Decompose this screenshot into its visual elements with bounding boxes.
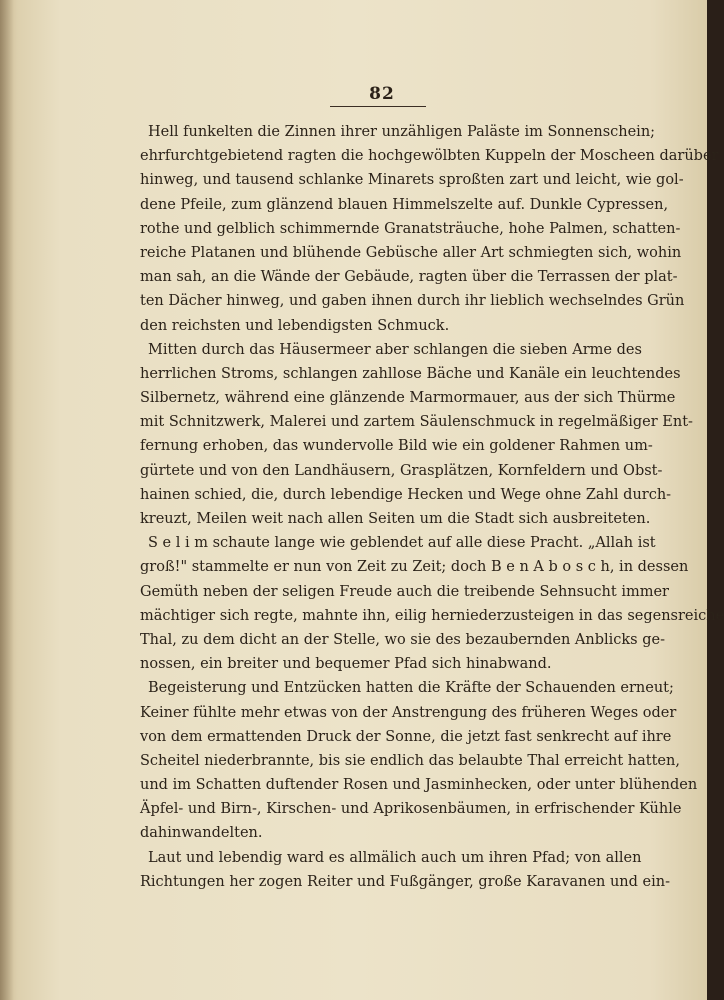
text-line: hinweg, und tausend schlanke Minarets sproßten zart und leicht, wie gol-	[140, 172, 684, 189]
text-line: dahinwandelten.	[140, 825, 263, 842]
text-line: den reichsten und lebendigsten Schmuck.	[140, 317, 450, 334]
text-line: Äpfel- und Birn-, Kirschen- und Aprikosenbäumen, in erfrischender Kühle	[140, 801, 682, 818]
text-line: ten Dächer hinweg, und gaben ihnen durch ihr lieblich wechselndes Grün	[140, 293, 685, 310]
text-line: dene Pfeile, zum glänzend blauen Himmelszelte auf. Dunkle Cypressen,	[140, 196, 669, 213]
text-line: Laut und lebendig ward es allmälich auch um ihren Pfad; von allen	[148, 849, 642, 866]
text-line: man sah, an die Wände der Gebäude, ragten über die Terrassen der plat-	[140, 269, 678, 286]
text-line: mächtiger sich regte, mahnte ihn, eilig herniederzusteigen in das segensreiche	[140, 607, 724, 624]
text-line: S e l i m schaute lange wie geblendet auf alle diese Pracht. „Allah ist	[148, 535, 656, 552]
text-line: Gemüth neben der seligen Freude auch die treibende Sehnsucht immer	[140, 583, 669, 600]
text-line: Keiner fühlte mehr etwas von der Anstrengung des früheren Weges oder	[140, 704, 677, 721]
text-line: Begeisterung und Entzücken hatten die Kräfte der Schauenden erneut;	[148, 680, 674, 697]
page-number-rule	[330, 106, 426, 107]
body-text	[140, 120, 724, 894]
text-line: Scheitel niederbrannte, bis sie endlich das belaubte Thal erreicht hatten,	[140, 752, 680, 769]
text-line: mit Schnitzwerk, Malerei und zartem Säulenschmuck in regelmäßiger Ent-	[140, 414, 693, 431]
text-line: groß!" stammelte er nun von Zeit zu Zeit; doch B e n A b o s c h, in dessen	[140, 559, 689, 576]
text-line: nossen, ein breiter und bequemer Pfad sich hinabwand.	[140, 656, 552, 673]
text-line: Richtungen her zogen Reiter und Fußgänger, große Karavanen und ein-	[140, 873, 670, 890]
text-line: reiche Platanen und blühende Gebüsche aller Art schmiegten sich, wohin	[140, 244, 682, 261]
text-line: Hell funkelten die Zinnen ihrer unzähligen Paläste im Sonnenschein;	[148, 124, 656, 140]
text-line: hainen schied, die, durch lebendige Hecken und Wege ohne Zahl durch-	[140, 486, 672, 503]
text-line: ehrfurchtgebietend ragten die hochgewölbten Kuppeln der Moscheen darüber	[140, 148, 719, 165]
text-line: Thal, zu dem dicht an der Stelle, wo sie des bezaubernden Anblicks ge-	[140, 631, 665, 648]
text-line: Mitten durch das Häusermeer aber schlangen die sieben Arme des	[148, 341, 642, 358]
text-line: von dem ermattenden Druck der Sonne, die jetzt fast senkrecht auf ihre	[140, 728, 672, 745]
text-line: und im Schatten duftender Rosen und Jasminhecken, oder unter blühenden	[140, 777, 698, 794]
page-number: 82	[369, 84, 395, 104]
text-line: gürtete und von den Landhäusern, Grasplätzen, Kornfeldern und Obst-	[140, 462, 663, 479]
text-line: rothe und gelblich schimmernde Granatsträuche, hohe Palmen, schatten-	[140, 220, 681, 237]
text-line: fernung erhoben, das wundervolle Bild wie ein goldener Rahmen um-	[140, 438, 653, 455]
gutter-shadow	[0, 0, 14, 1000]
text-line: herrlichen Stroms, schlangen zahllose Bäche und Kanäle ein leuchtendes	[140, 365, 681, 382]
text-line: kreuzt, Meilen weit nach allen Seiten um die Stadt sich ausbreiteten.	[140, 511, 651, 527]
text-line: Silbernetz, während eine glänzende Marmormauer, aus der sich Thürme	[140, 390, 676, 407]
